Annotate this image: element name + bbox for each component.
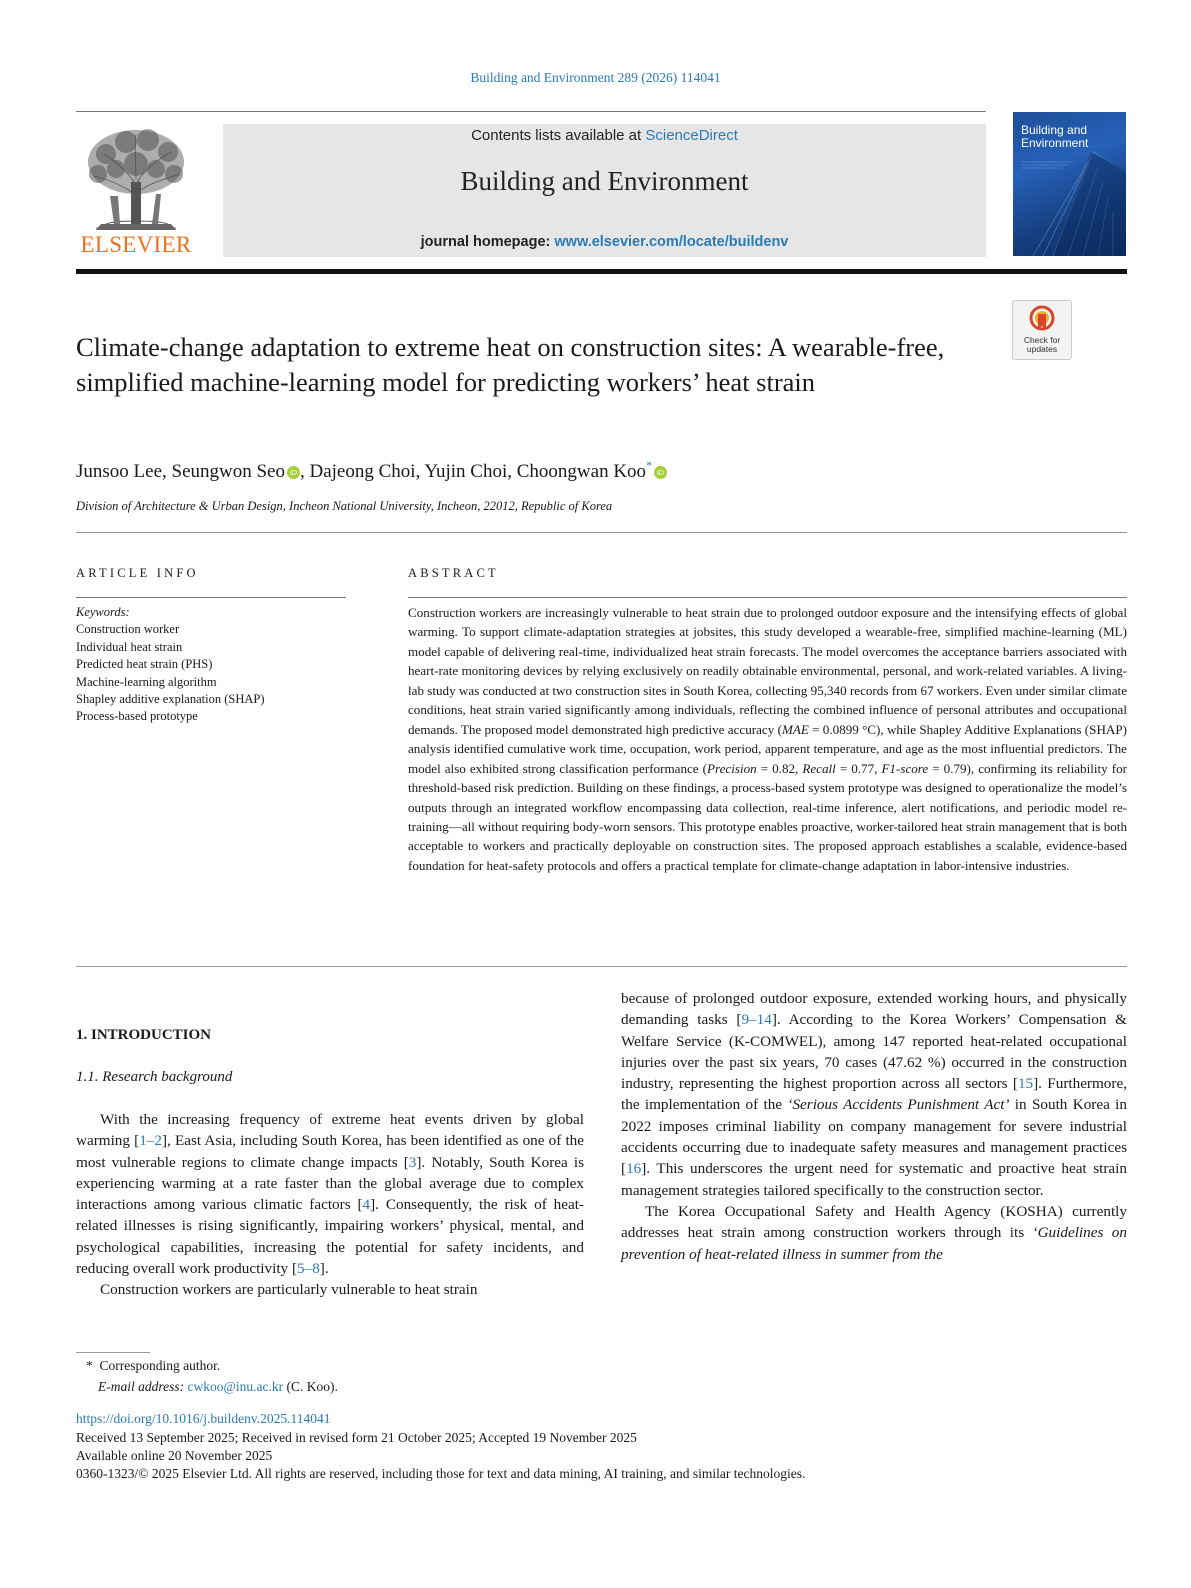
text-run: ]. According to the Korea Workers’ Compensation & Welfare Service (K-COMWEL), among 147 reported heat-related occupational injuries over the past six years, 70 cases (47.62 %) occurred in the construction industry, representing the highest proportion across all sectors [: [621, 1011, 1127, 1093]
available-online-date: Available online 20 November 2025: [76, 1448, 273, 1463]
author-affiliation: Division of Architecture & Urban Design, Incheon National University, Incheon, 22012, Republic of Korea: [76, 499, 613, 513]
keyword-item: Shapley additive explanation (SHAP): [76, 692, 265, 707]
crossmark-label-line-2: updates: [1026, 344, 1058, 354]
text-run: With the increasing frequency of extreme heat events driven by global warming [: [76, 1111, 584, 1150]
crossmark-icon: [1029, 305, 1055, 335]
body-column-right: [621, 988, 1127, 1265]
section-heading-introduction: 1. INTRODUCTION: [76, 1027, 212, 1043]
body-column-left: [76, 1109, 584, 1301]
orcid-icon[interactable]: iD: [287, 466, 300, 479]
citation-link[interactable]: 16: [626, 1160, 642, 1178]
journal-name: Building and Environment: [460, 166, 749, 196]
keyword-item: Individual heat strain: [76, 639, 183, 654]
check-for-updates-badge[interactable]: [1012, 300, 1072, 360]
sciencedirect-link[interactable]: ScienceDirect: [645, 127, 738, 144]
author-separator: ,: [415, 461, 425, 482]
running-head-citation[interactable]: Building and Environment 289 (2026) 114041: [470, 70, 721, 85]
text-run: because of prolonged outdoor exposure, extended working hours, and physically demanding tasks [: [621, 990, 1127, 1029]
article-info-heading: ARTICLE INFO: [76, 566, 199, 580]
top-rule: [76, 111, 986, 112]
crossmark-label-line-1: Check for: [1023, 335, 1061, 345]
keyword-item: Process-based prototype: [76, 709, 198, 724]
cover-title-line-2: Environment: [1021, 136, 1089, 150]
corresponding-author-mark[interactable]: *: [646, 458, 653, 472]
body-paragraph: Construction workers are particularly vulnerable to heat strain: [100, 1281, 478, 1299]
author-name[interactable]: Dajeong Choi: [309, 461, 416, 482]
text-run: The Korea Occupational Safety and Health Agency (KOSHA) currently addresses heat strain among construction workers through its: [621, 1202, 1127, 1242]
abstract-metric-label: Recall: [802, 760, 836, 776]
body-paragraph: [621, 988, 1127, 1201]
abstract-rule: [408, 597, 1127, 598]
abstract-part: = 0.79), confirming its reliability for threshold-based risk prediction. Building on these findings, a process-based system prototype was designed to operationalize the model’s outputs through an integrated workflow encompassing data collection, real-time inference, alert notifications, and periodic model re-training—all without requiring body-worn sensors. This prototype enables proactive, worker-tailored heat strain management that is both acceptable to workers and practically deployable on construction sites. The proposed approach establishes a scalable, evidence-based foundation for heat-safety protocols and offers a practical template for climate-change adaptation in labor-intensive industries.: [408, 760, 1127, 873]
email-label: E-mail address:: [98, 1378, 185, 1394]
body-paragraph: [621, 1201, 1127, 1265]
keyword-item: Machine-learning algorithm: [76, 674, 217, 689]
citation-link[interactable]: 1–2: [139, 1132, 162, 1150]
guideline-name: ‘Guidelines on prevention of heat-related illness in summer from the: [621, 1224, 1127, 1263]
abstract-metric-label: MAE: [781, 721, 809, 737]
abstract-part: = 0.77,: [835, 760, 882, 776]
author-name[interactable]: Junsoo Lee: [76, 461, 163, 482]
contents-available-line: [223, 127, 986, 144]
contents-prefix: Contents lists available at: [471, 127, 646, 144]
author-name[interactable]: Choongwan Koo: [516, 461, 647, 482]
text-run: ]. Furthermore, the implementation of the: [621, 1075, 1127, 1114]
abstract-part: = 0.0899 °C), while Shapley Additive Explanations (SHAP) analysis identified cumulative work time, occupation, work period, apparent temperature, and age as the most influential predictors. The model also exhibited strong classification performance (: [408, 721, 1127, 776]
journal-masthead: [223, 124, 986, 257]
orcid-icon[interactable]: iD: [654, 466, 667, 479]
abstract-heading: ABSTRACT: [408, 566, 499, 580]
text-run: ].: [319, 1260, 329, 1278]
abstract-bottom-rule: [76, 966, 1127, 967]
citation-link[interactable]: 5–8: [297, 1260, 320, 1278]
text-run: ]. Notably, South Korea is experiencing warming at a rate faster than the global average due to complex interactions among various climatic factors [: [76, 1153, 584, 1214]
abstract-metric-label: F1-score: [881, 760, 929, 776]
journal-cover-image[interactable]: [1013, 112, 1126, 256]
author-name[interactable]: Yujin Choi: [424, 461, 508, 482]
copyright-notice: 0360-1323/© 2025 Elsevier Ltd. All rights are reserved, including those for text and data mining, AI training, and similar technologies.: [76, 1466, 806, 1481]
corresponding-author-label: Corresponding author.: [99, 1358, 221, 1373]
author-list: [76, 458, 1126, 483]
abstract-part: = 0.82,: [756, 760, 803, 776]
elsevier-wordmark: ELSEVIER: [80, 232, 192, 257]
text-run: ]. Consequently, the risk of heat-related illnesses is rising significantly, impairing workers’ physical, mental, and psychological capabilities, increasing the potential for safety incidents, and reducing overall work productivity [: [76, 1196, 584, 1278]
abstract-metric-label: Precision: [707, 760, 757, 776]
body-paragraph: [76, 1109, 584, 1279]
cover-title-line-1: Building and: [1021, 123, 1088, 137]
email-suffix: (C. Koo).: [286, 1378, 338, 1394]
text-run: in South Korea in 2022 imposes criminal liability on company management for severe industrial accidents occurring due to inadequate safety measures and management practices [: [621, 1096, 1127, 1178]
corresponding-author-footnote: [86, 1356, 338, 1397]
subsection-heading-research-background: 1.1. Research background: [76, 1069, 233, 1085]
footnote-mark: *: [86, 1358, 93, 1373]
cover-building-graphic-icon: [1013, 112, 1126, 256]
keywords-label: Keywords:: [76, 605, 130, 619]
author-separator: ,: [162, 461, 172, 482]
text-run: ], East Asia, including South Korea, has been identified as one of the most vulnerable regions to climate change impacts [: [76, 1132, 584, 1171]
citation-link[interactable]: 3: [408, 1153, 417, 1171]
footnote-rule: [76, 1352, 150, 1353]
journal-homepage-link[interactable]: www.elsevier.com/locate/buildenv: [554, 234, 789, 250]
keywords-list: [76, 604, 346, 726]
doi-link[interactable]: https://doi.org/10.1016/j.buildenv.2025.114041: [76, 1411, 331, 1426]
masthead-bottom-rule: [76, 269, 1127, 274]
act-name: ‘Serious Accidents Punishment Act’: [787, 1096, 1010, 1114]
homepage-prefix: journal homepage:: [420, 234, 555, 250]
article-info-rule: [76, 597, 346, 598]
crossmark-label: [1013, 336, 1071, 354]
author-name[interactable]: Seungwon Seo: [171, 461, 285, 482]
author-separator: ,: [300, 461, 310, 482]
affiliation-rule: [76, 532, 1127, 533]
abstract-text: [408, 603, 1127, 875]
article-title: Climate-change adaptation to extreme heat on construction sites: A wearable-free, simplified machine-learning model for predicting workers’ heat strain: [76, 332, 945, 397]
abstract-part: Construction workers are increasingly vulnerable to heat strain due to prolonged outdoor exposure and the intensifying effects of global warming. To support climate-adaptation strategies at jobsites, this study developed a wearable-free, simplified machine-learning (ML) model capable of delivering real-time, individualized heat strain forecasts. The model overcomes the acceptance barriers associated with heart-rate monitoring devices by relying exclusively on readily obtainable environmental, personal, and work-related variables. A living-lab study was conducted at two construction sites in South Korea, collecting 95,340 records from 67 workers. Even under similar climate conditions, heat strain varied significantly among individuals, reflecting the combined influence of personal attributes and occupational demands. The proposed model demonstrated high predictive accuracy (: [408, 605, 1127, 737]
email-link[interactable]: cwkoo@inu.ac.kr: [187, 1378, 284, 1394]
keyword-item: Predicted heat strain (PHS): [76, 657, 213, 672]
author-separator: ,: [507, 461, 517, 482]
journal-homepage-line: [223, 234, 986, 250]
article-history: Received 13 September 2025; Received in revised form 21 October 2025; Accepted 19 November 2025: [76, 1430, 637, 1445]
citation-link[interactable]: 9–14: [741, 1011, 772, 1029]
citation-link[interactable]: 4: [362, 1196, 371, 1214]
keyword-item: Construction worker: [76, 622, 180, 637]
text-run: ]. This underscores the urgent need for systematic and proactive heat strain management strategies tailored specifically to the construction sector.: [621, 1160, 1127, 1199]
citation-link[interactable]: 15: [1017, 1075, 1034, 1093]
